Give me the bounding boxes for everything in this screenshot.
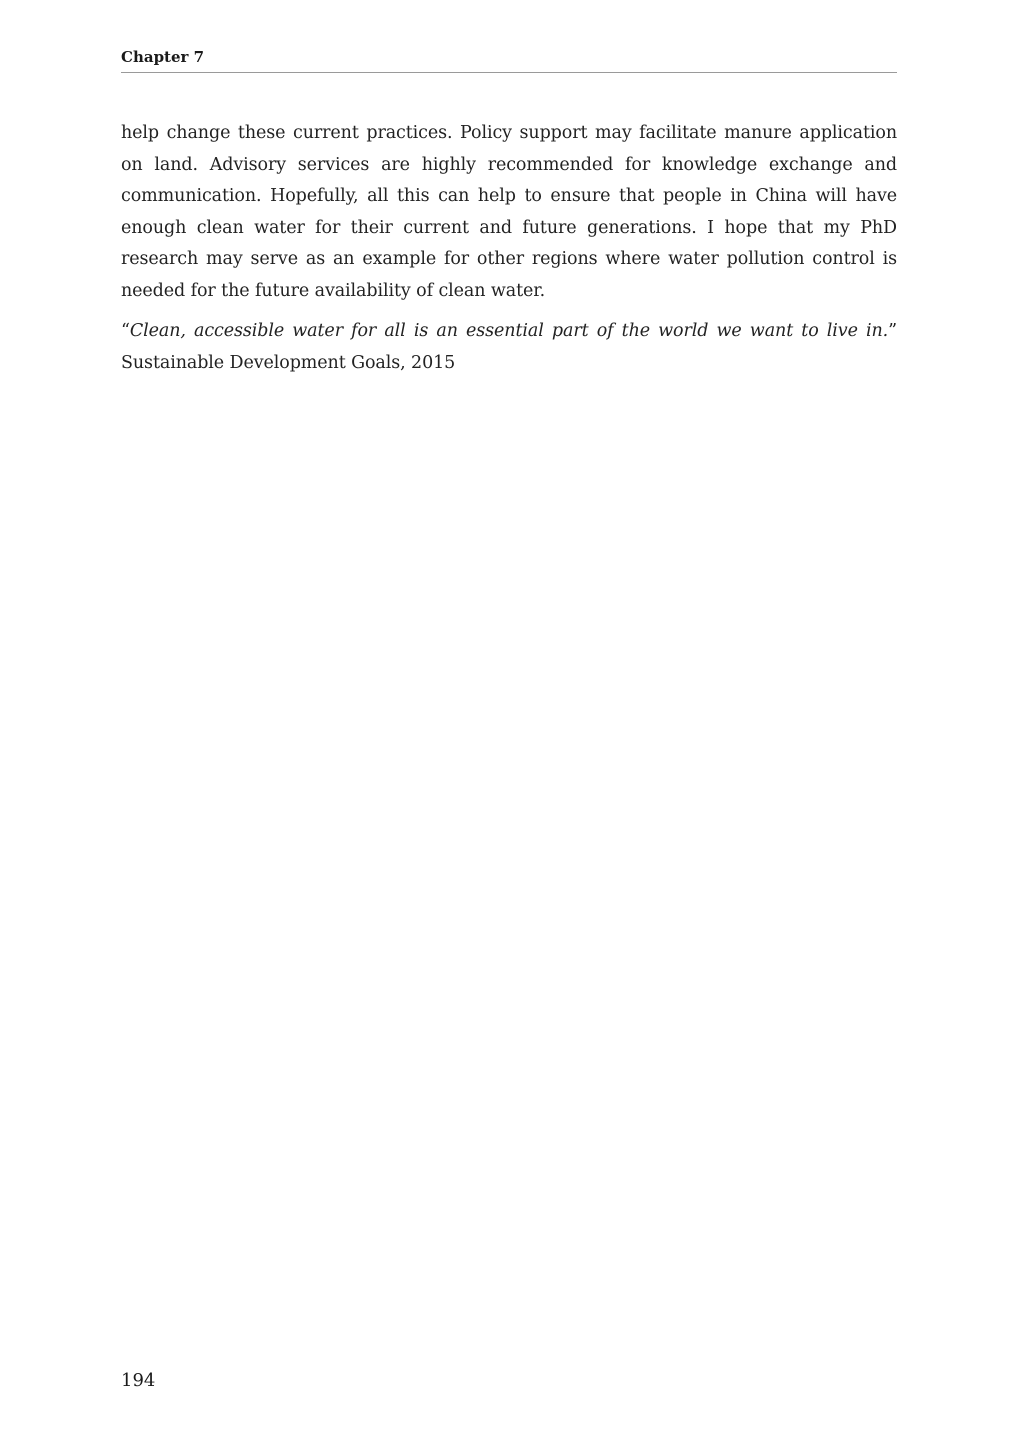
quote-open-mark: “	[121, 321, 130, 341]
quote-line	[121, 316, 897, 348]
page-body	[121, 118, 897, 379]
quote-text: Clean, accessible water for all is an essential part of the world we want to live in.	[129, 321, 889, 341]
page-number: 194	[121, 1370, 156, 1391]
quote-source: Sustainable Development Goals, 2015	[121, 352, 456, 373]
quote-block	[121, 316, 897, 379]
body-paragraph: help change these current practices. Policy support may facilitate manure application on land. Advisory services are highly recommended for knowledge exchange and communication. Hopefully, all this can help to ensure that people in China will have enough clean water for their current and future generations. I hope that my PhD research may serve as an example for other regions where water pollution control is needed for the future availability of clean water.	[121, 123, 897, 301]
running-header	[121, 47, 897, 73]
chapter-label: Chapter 7	[121, 48, 205, 66]
quote-close-mark: ”	[888, 321, 897, 341]
